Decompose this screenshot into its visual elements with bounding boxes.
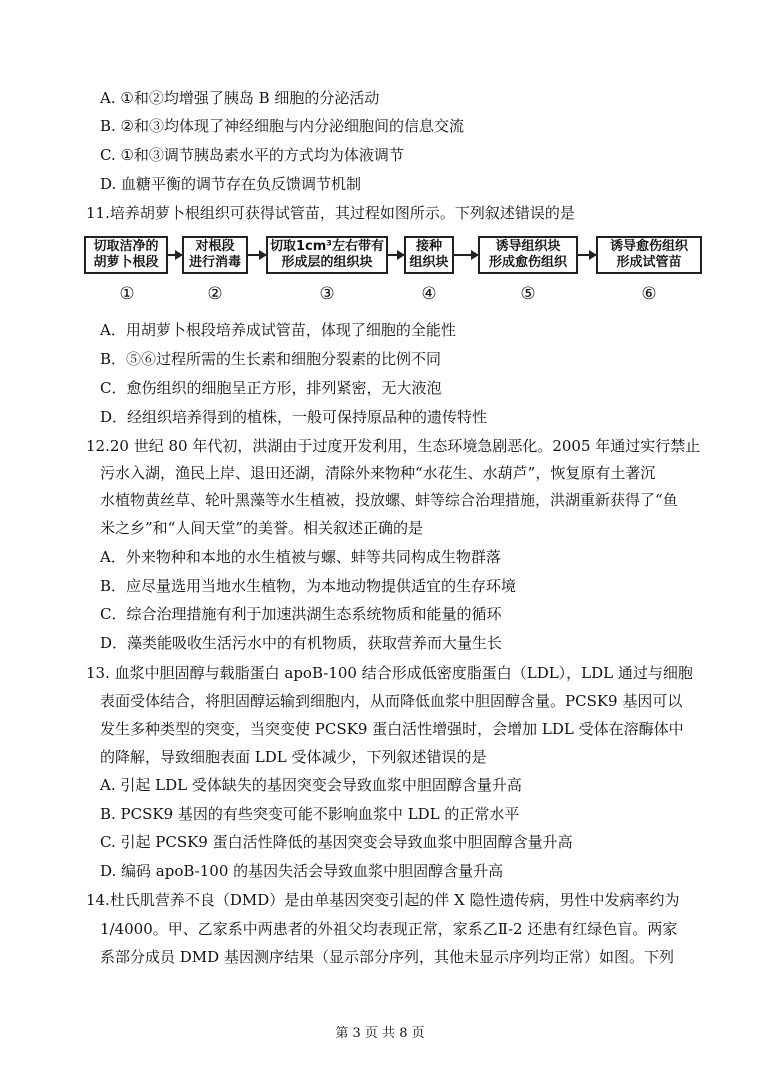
q10-option-c: C. ①和③调节胰岛素水平的方式均为体液调节	[100, 146, 404, 164]
flow-step-1-number: ①	[119, 284, 135, 304]
flow-step-6-number: ⑥	[641, 284, 657, 304]
q10-option-d: D. 血糖平衡的调节存在负反馈调节机制	[100, 175, 362, 193]
q11-option-c: C．愈伤组织的细胞呈正方形，排列紧密，无大液泡	[100, 379, 442, 397]
q13-stem-line: 表面受体结合，将胆固醇运输到细胞内，从而降低血浆中胆固醇含量。PCSK9 基因可以	[100, 692, 683, 710]
q10-option-a: A. ①和②均增强了胰岛 B 细胞的分泌活动	[100, 89, 380, 107]
q12-option-d: D．藻类能吸收生活污水中的有机物质，获取营养而大量生长	[100, 634, 503, 652]
flow-step-3-number: ③	[319, 284, 335, 304]
flow-step-4: 接种 组织块	[404, 236, 454, 274]
flow-step-2-number: ②	[207, 284, 223, 304]
q12-stem-line: 污水入湖，渔民上岸、退田还湖，清除外来物种“水花生、水葫芦”，恢复原有土著沉	[100, 464, 656, 482]
q14-stem-line: 1/4000。甲、乙家系中两患者的外祖父均表现正常，家系乙Ⅱ-2 还患有红绿色盲。两家	[100, 920, 678, 938]
page-footer: 第 3 页 共 8 页	[335, 1026, 425, 1041]
flow-arrow	[388, 254, 404, 256]
flow-arrow	[168, 254, 182, 256]
q12-stem-line: 米之乡”和“人间天堂”的美誉。相关叙述正确的是	[100, 519, 424, 537]
flow-arrow	[578, 254, 596, 256]
q13-option-a: A. 引起 LDL 受体缺失的基因突变会导致血浆中胆固醇含量升高	[100, 776, 522, 794]
q10-option-b: B. ②和③均体现了神经细胞与内分泌细胞间的信息交流	[100, 117, 465, 135]
q13-stem-line: 发生多种类型的突变，当突变使 PCSK9 蛋白活性增强时，会增加 LDL 受体在溶酶体中	[100, 720, 684, 738]
q12-stem-line: 水植物黄丝草、轮叶黑藻等水生植被，投放螺、蚌等综合治理措施，洪湖重新获得了“鱼	[100, 491, 678, 509]
q11-option-b: B．⑤⑥过程所需的生长素和细胞分裂素的比例不同	[100, 350, 442, 368]
q11-option-d: D．经组织培养得到的植株，一般可保持原品种的遗传特性	[100, 408, 488, 426]
q11-stem: 11.培养胡萝卜根组织可获得试管苗，其过程如图所示。下列叙述错误的是	[86, 204, 575, 222]
q11-flow-diagram	[84, 236, 704, 308]
flow-step-2: 对根段 进行消毒	[182, 236, 248, 274]
flow-step-5-number: ⑤	[520, 284, 536, 304]
flow-step-5: 诱导组织块 形成愈伤组织	[478, 236, 578, 274]
flow-step-4-number: ④	[421, 284, 437, 304]
q14-stem-line: 14.杜氏肌营养不良（DMD）是由单基因突变引起的伴 X 隐性遗传病，男性中发病率约为	[86, 891, 680, 909]
q12-option-a: A．外来物种和本地的水生植被与螺、蚌等共同构成生物群落	[100, 548, 501, 566]
flow-step-6: 诱导愈伤组织 形成试管苗	[596, 236, 702, 274]
q14-stem-line: 系部分成员 DMD 基因测序结果（显示部分序列，其他未显示序列均正常）如图。下列	[100, 948, 674, 966]
flow-step-1: 切取洁净的 胡萝卜根段	[84, 236, 168, 274]
q12-stem-line: 12.20 世纪 80 年代初，洪湖由于过度开发利用，生态环境急剧恶化。2005 年通过实行禁止	[86, 437, 701, 455]
q13-option-d: D. 编码 apoB-100 的基因失活会导致血浆中胆固醇含量升高	[100, 862, 504, 880]
flow-step-3: 切取1cm³左右带有 形成层的组织块	[266, 236, 388, 274]
q12-option-b: B．应尽量选用当地水生植物，为本地动物提供适宜的生存环境	[100, 577, 517, 595]
flow-arrow	[248, 254, 266, 256]
q13-stem-line: 13. 血浆中胆固醇与载脂蛋白 apoB-100 结合形成低密度脂蛋白（LDL），LDL 通过与细胞	[86, 664, 693, 682]
q13-stem-line: 的降解，导致细胞表面 LDL 受体减少，下列叙述错误的是	[100, 748, 487, 766]
q13-option-b: B. PCSK9 基因的有些突变可能不影响血浆中 LDL 的正常水平	[100, 805, 520, 823]
flow-arrow	[454, 254, 478, 256]
q11-option-a: A．用胡萝卜根段培养成试管苗，体现了细胞的全能性	[100, 321, 456, 339]
q12-option-c: C．综合治理措施有利于加速洪湖生态系统物质和能量的循环	[100, 605, 502, 623]
q13-option-c: C. 引起 PCSK9 蛋白活性降低的基因突变会导致血浆中胆固醇含量升高	[100, 833, 573, 851]
